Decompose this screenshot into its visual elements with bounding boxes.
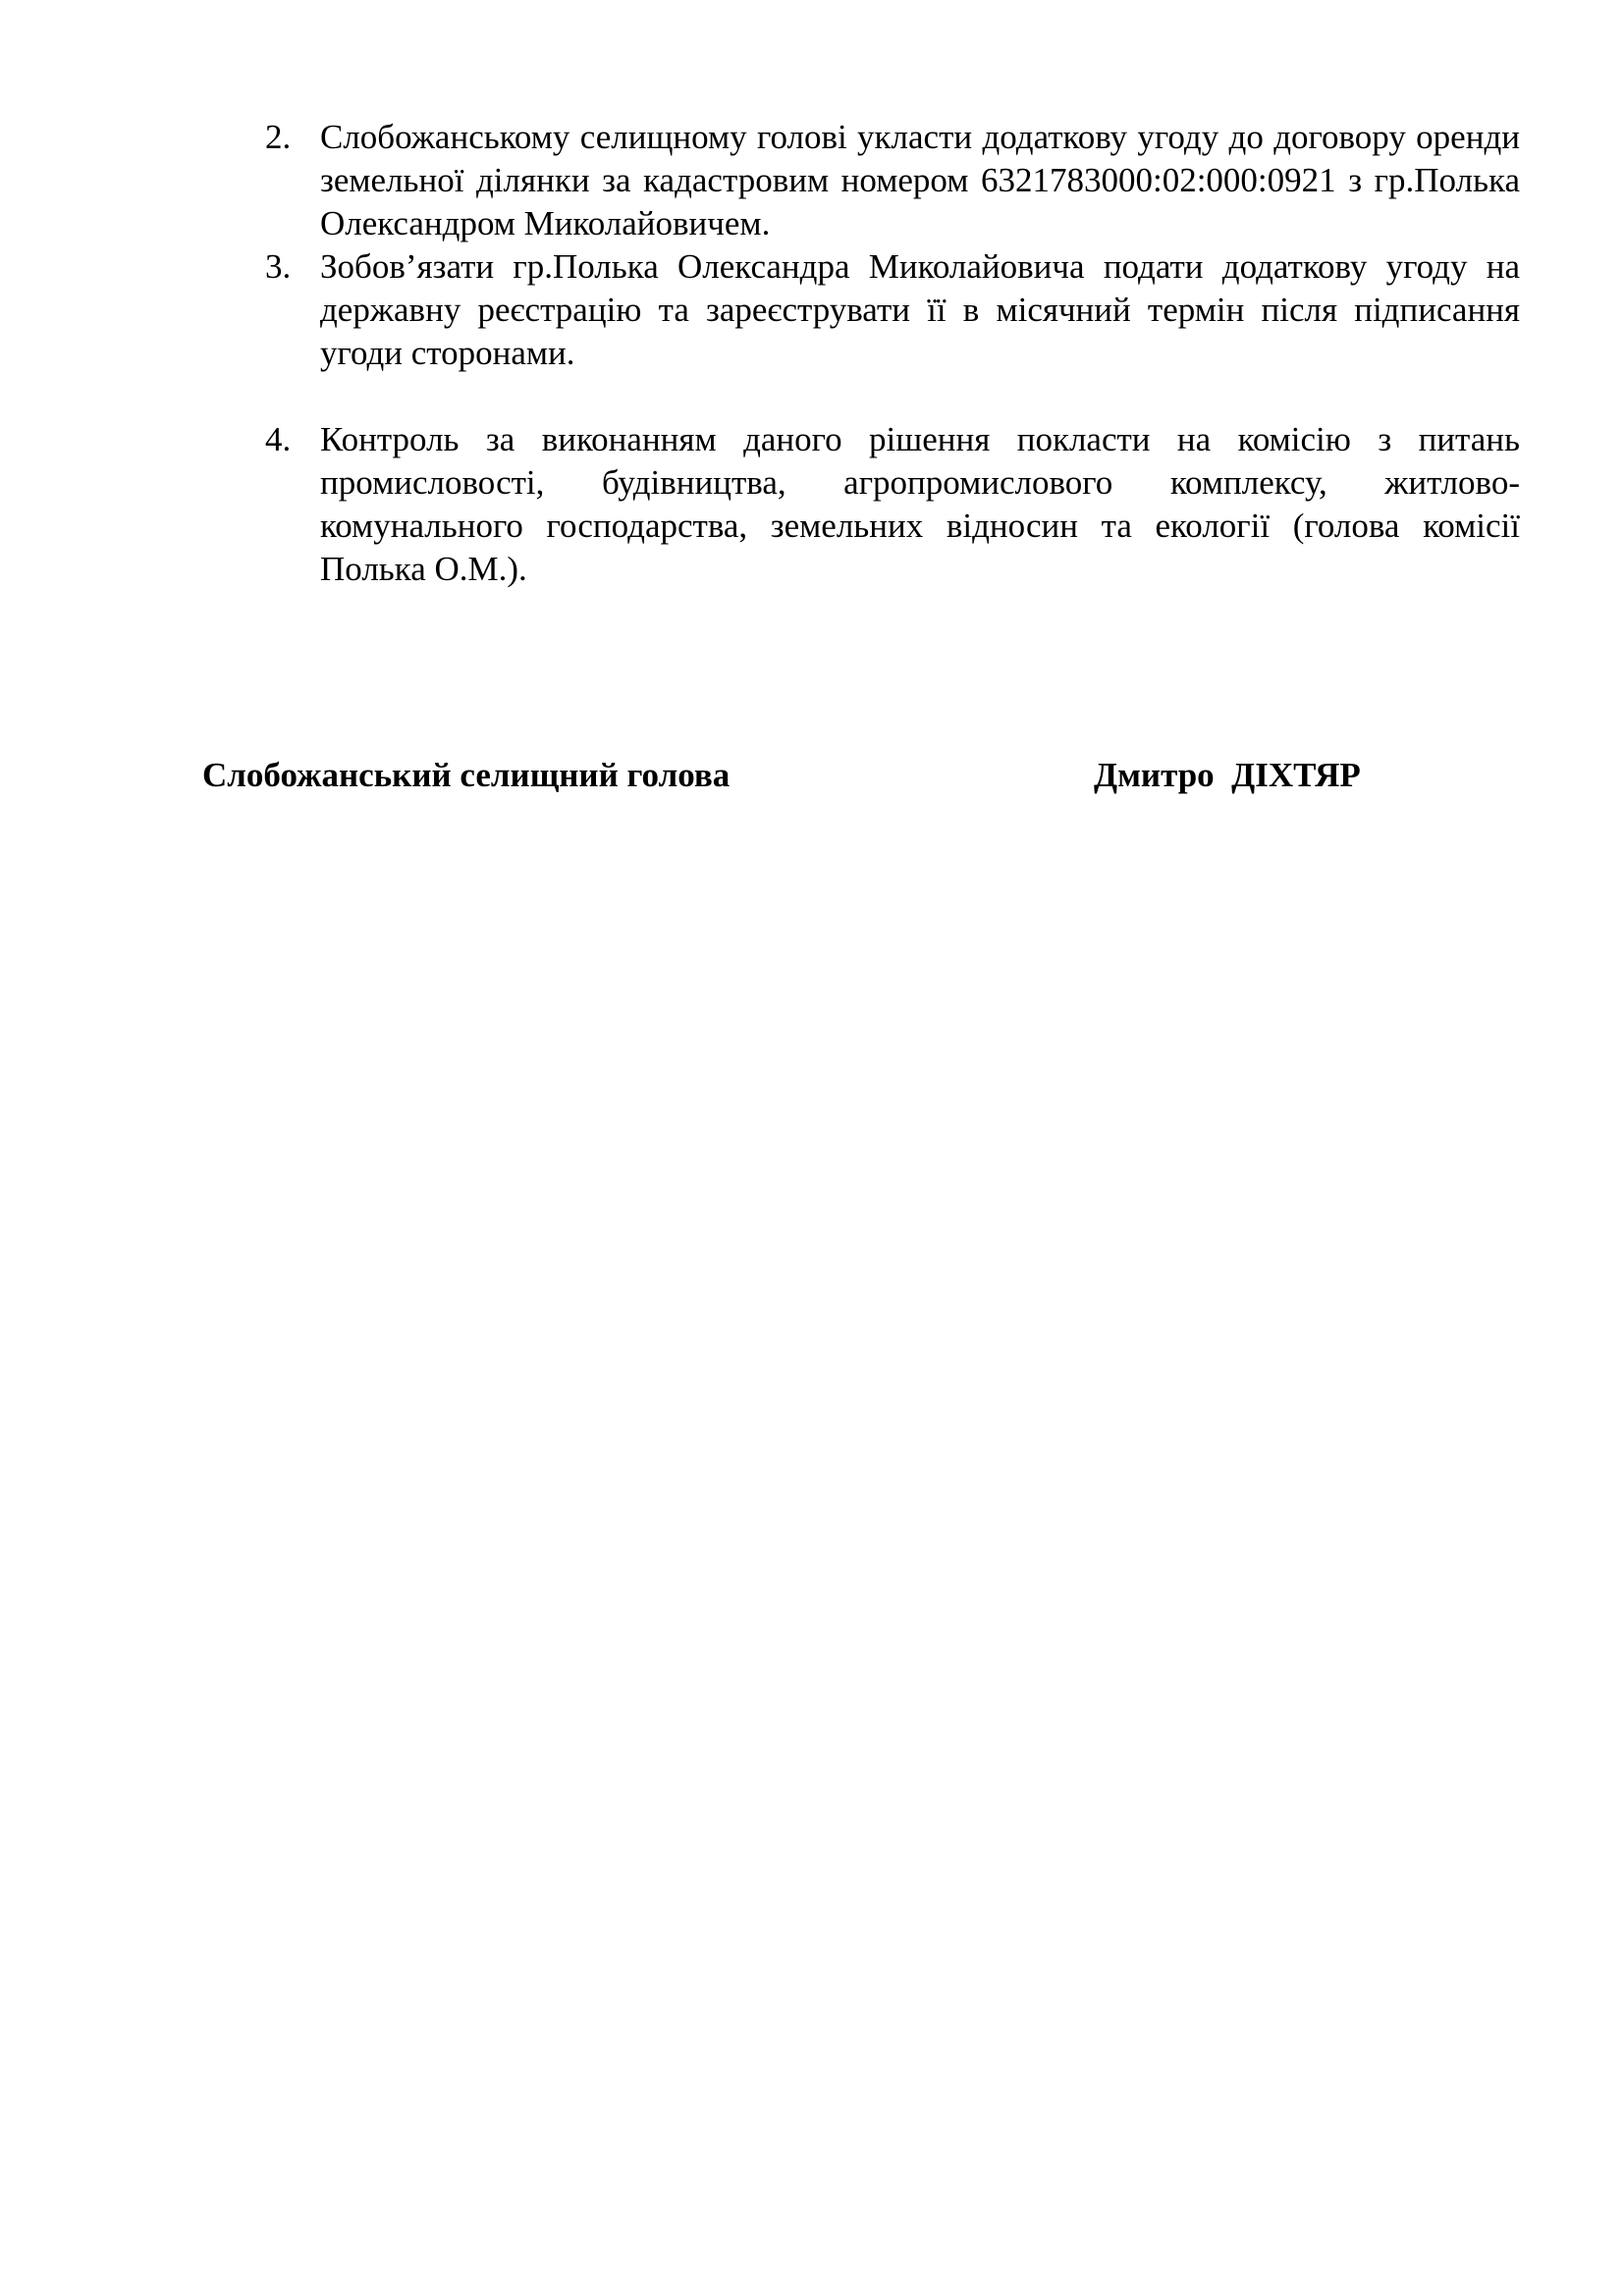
list-item-number: 4. xyxy=(265,420,292,458)
list-item-number: 2. xyxy=(265,118,292,156)
list-item-2 xyxy=(265,116,1520,245)
list-item-number: 3. xyxy=(265,247,292,286)
signature-name: Дмитро ДІХТЯР xyxy=(1094,756,1361,794)
list-item-text: Контроль за виконанням даного рішення покласти на комісію з питань промисловості, будівництва, агропромислового комплексу, житлово-комунального господарства, земельних відносин та екології (голова комісії Полька О.М.). xyxy=(320,420,1520,588)
list-item-4 xyxy=(265,418,1520,591)
signature-title: Слобожанський селищний голова xyxy=(202,756,731,794)
list-item-text: Слобожанському селищному голові укласти додаткову угоду до договору оренди земельної ділянки за кадастровим номером 6321783000:02:000:0921 з гр.Полька Олександром Миколайовичем. xyxy=(320,118,1520,242)
decision-list xyxy=(265,116,1520,591)
list-item-3 xyxy=(265,245,1520,375)
list-item-text: Зобов’язати гр.Полька Олександра Миколайовича подати додаткову угоду на державну реєстрацію та зареєструвати її в місячний термін після підписання угоди сторонами. xyxy=(320,247,1520,372)
